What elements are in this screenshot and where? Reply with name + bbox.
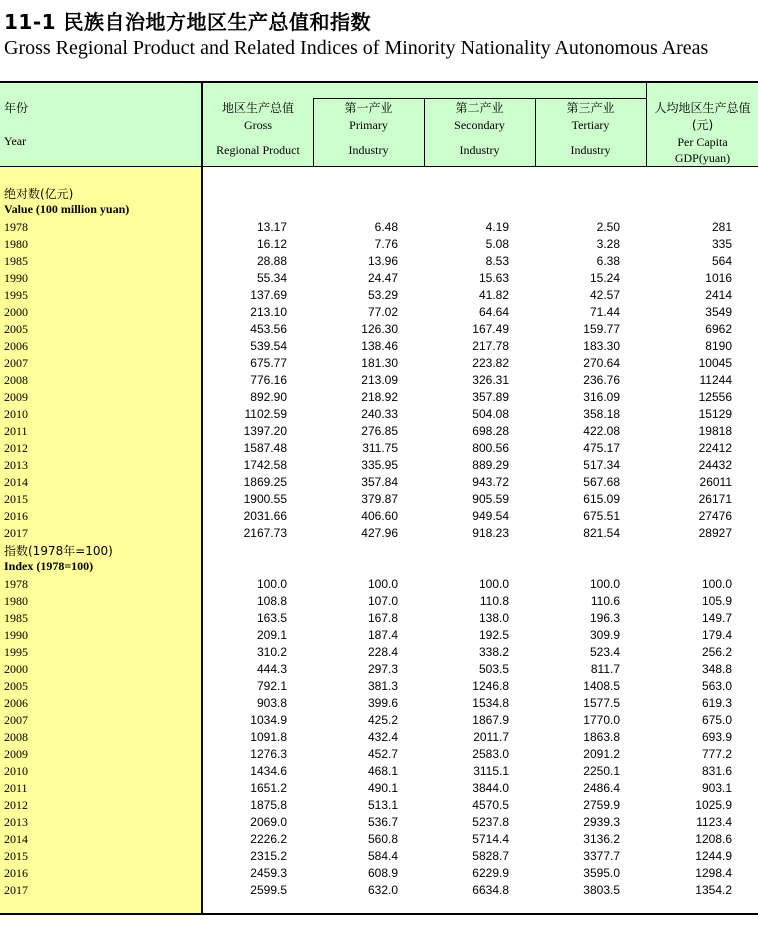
table-row: [0, 474, 758, 491]
per-capita-cell: 281: [711, 220, 732, 234]
per-capita-cell: 27476: [698, 509, 732, 523]
primary-cell: 406.60: [361, 509, 398, 523]
secondary-header-cn: 第二产业: [455, 101, 504, 115]
per-capita-cell: 348.8: [701, 662, 732, 676]
secondary-cell: 503.5: [478, 662, 509, 676]
percap-header-en-1: Per Capita: [677, 135, 728, 149]
per-capita-cell: 11244: [699, 373, 732, 387]
year-cell: 2006: [4, 339, 28, 353]
header-subgroup-rule: [313, 98, 647, 99]
table-row: [0, 270, 758, 287]
year-cell: 2013: [4, 458, 28, 472]
secondary-cell: 223.82: [472, 356, 509, 370]
primary-cell: 399.6: [367, 696, 398, 710]
year-cell: 2012: [4, 441, 28, 455]
year-cell: 2005: [4, 679, 28, 693]
tertiary-cell: 71.44: [589, 305, 620, 319]
gross-cell: 1102.59: [244, 407, 287, 421]
gross-cell: 792.1: [256, 679, 287, 693]
tertiary-header-cn: 第三产业: [566, 101, 615, 115]
table-row: [0, 423, 758, 440]
secondary-cell: 326.31: [472, 373, 509, 387]
year-cell: 2016: [4, 509, 28, 523]
per-capita-cell: 1244.9: [695, 849, 732, 863]
year-cell: 2000: [4, 305, 28, 319]
gross-cell: 213.10: [250, 305, 287, 319]
year-cell: 2008: [4, 373, 28, 387]
primary-cell: 107.0: [367, 594, 398, 608]
per-capita-cell: 1025.9: [695, 798, 732, 812]
year-cell: 2016: [4, 866, 28, 880]
per-capita-cell: 256.2: [701, 645, 732, 659]
tertiary-cell: 2.50: [596, 220, 620, 234]
gross-cell: 776.16: [250, 373, 287, 387]
table-row: [0, 491, 758, 508]
per-capita-cell: 19818: [698, 424, 732, 438]
secondary-cell: 192.5: [478, 628, 509, 642]
table-bottom-rule: [0, 913, 758, 915]
year-cell: 2013: [4, 815, 28, 829]
table-top-rule: [0, 81, 758, 83]
year-cell: 1995: [4, 288, 28, 302]
table-row: [0, 729, 758, 746]
year-cell: 2014: [4, 475, 28, 489]
secondary-cell: 889.29: [472, 458, 509, 472]
year-header-en: Year: [4, 134, 27, 148]
tertiary-header-en-1: Tertiary: [571, 118, 610, 132]
secondary-cell: 5237.8: [472, 815, 509, 829]
table-row: [0, 695, 758, 712]
gross-cell: 453.56: [250, 322, 287, 336]
secondary-cell: 5828.7: [472, 849, 509, 863]
table-row: [0, 508, 758, 525]
gross-cell: 1875.8: [250, 798, 287, 812]
secondary-cell: 3115.1: [473, 764, 509, 778]
table-row: [0, 389, 758, 406]
secondary-cell: 217.78: [472, 339, 509, 353]
per-capita-cell: 777.2: [701, 747, 732, 761]
per-capita-cell: 1208.6: [695, 832, 732, 846]
gross-cell: 1434.6: [250, 764, 287, 778]
tertiary-cell: 811.7: [590, 662, 620, 676]
table-row: [0, 661, 758, 678]
primary-cell: 100.0: [367, 577, 398, 591]
secondary-header-en-1: Secondary: [454, 118, 505, 132]
tertiary-cell: 1770.0: [583, 713, 620, 727]
gross-cell: 2459.3: [250, 866, 287, 880]
year-cell: 2008: [4, 730, 28, 744]
year-cell: 2017: [4, 883, 28, 897]
secondary-cell: 4570.5: [472, 798, 509, 812]
primary-cell: 560.8: [367, 832, 398, 846]
secondary-header-en-2: Industry: [459, 143, 500, 157]
secondary-cell: 4.19: [485, 220, 509, 234]
table-row: [0, 219, 758, 236]
table-row: [0, 304, 758, 321]
tertiary-cell: 6.38: [596, 254, 620, 268]
primary-cell: 218.92: [361, 390, 398, 404]
tertiary-cell: 615.09: [583, 492, 620, 506]
year-cell: 1978: [4, 220, 28, 234]
per-capita-cell: 26171: [698, 492, 732, 506]
table-title-english: Gross Regional Product and Related Indices of Minority Nationality Autonomous Areas: [4, 37, 709, 59]
tertiary-cell: 183.30: [583, 339, 620, 353]
gross-cell: 2069.0: [250, 815, 287, 829]
secondary-cell: 905.59: [472, 492, 509, 506]
gross-header-en-1: Gross: [243, 118, 272, 132]
per-capita-cell: 105.9: [701, 594, 732, 608]
gross-cell: 539.54: [250, 339, 287, 353]
table-row: [0, 746, 758, 763]
tertiary-cell: 1863.8: [583, 730, 620, 744]
gross-cell: 28.88: [256, 254, 287, 268]
per-capita-cell: 1016: [705, 271, 732, 285]
per-capita-cell: 3549: [705, 305, 732, 319]
tertiary-cell: 15.24: [589, 271, 620, 285]
table-row: [0, 644, 758, 661]
year-header-cell: [0, 83, 201, 167]
year-cell: 2015: [4, 849, 28, 863]
primary-cell: 126.30: [361, 322, 398, 336]
secondary-cell: 1246.8: [472, 679, 509, 693]
year-cell: 2007: [4, 713, 28, 727]
gross-cell: 1651.2: [250, 781, 287, 795]
secondary-cell: 64.64: [478, 305, 509, 319]
per-capita-cell: 149.7: [701, 611, 732, 625]
year-cell: 1995: [4, 645, 28, 659]
gross-cell: 2226.2: [250, 832, 287, 846]
year-cell: 1985: [4, 611, 28, 625]
secondary-cell: 100.0: [478, 577, 509, 591]
tertiary-cell: 2759.9: [583, 798, 620, 812]
gross-cell: 1869.25: [243, 475, 287, 489]
year-cell: 2011: [4, 781, 28, 795]
secondary-cell: 949.54: [472, 509, 509, 523]
gross-cell: 2599.5: [250, 883, 287, 897]
gross-cell: 13.17: [256, 220, 287, 234]
primary-cell: 490.1: [367, 781, 398, 795]
per-capita-cell: 15129: [698, 407, 732, 421]
year-cell: 2009: [4, 390, 28, 404]
table-row: [0, 593, 758, 610]
per-capita-cell: 903.1: [701, 781, 732, 795]
percap-header-cn-1: 人均地区生产总值: [654, 101, 751, 115]
value-section-label-cn: 绝对数(亿元): [4, 187, 74, 201]
primary-cell: 297.3: [367, 662, 398, 676]
table-row: [0, 406, 758, 423]
primary-cell: 335.95: [361, 458, 398, 472]
year-cell: 2006: [4, 696, 28, 710]
primary-cell: 6.48: [374, 220, 398, 234]
primary-cell: 138.46: [361, 339, 398, 353]
primary-cell: 7.76: [374, 237, 398, 251]
primary-cell: 432.4: [367, 730, 398, 744]
secondary-cell: 3844.0: [472, 781, 509, 795]
year-cell: 1985: [4, 254, 28, 268]
per-capita-cell: 1354.2: [695, 883, 732, 897]
year-cell: 2012: [4, 798, 28, 812]
secondary-cell: 15.63: [478, 271, 509, 285]
secondary-cell: 357.89: [472, 390, 509, 404]
gross-cell: 209.1: [256, 628, 287, 642]
tertiary-cell: 316.09: [583, 390, 620, 404]
secondary-cell: 138.0: [478, 611, 509, 625]
gross-cell: 1742.58: [243, 458, 287, 472]
primary-cell: 425.2: [367, 713, 398, 727]
header-bottom-rule: [0, 166, 758, 167]
year-cell: 2014: [4, 832, 28, 846]
year-cell: 2015: [4, 492, 28, 506]
table-row: [0, 253, 758, 270]
gross-cell: 2315.2: [250, 849, 287, 863]
table-row: [0, 627, 758, 644]
primary-cell: 53.29: [367, 288, 398, 302]
per-capita-cell: 179.4: [701, 628, 732, 642]
primary-cell: 181.30: [361, 356, 398, 370]
tertiary-cell: 3595.0: [583, 866, 620, 880]
per-capita-cell: 563.0: [701, 679, 732, 693]
secondary-cell: 6229.9: [472, 866, 509, 880]
secondary-cell: 698.28: [472, 424, 509, 438]
per-capita-cell: 1123.4: [696, 815, 732, 829]
per-capita-cell: 100.0: [701, 577, 732, 591]
primary-cell: 187.4: [367, 628, 398, 642]
tertiary-cell: 3803.5: [583, 883, 620, 897]
secondary-cell: 1534.8: [472, 696, 509, 710]
year-cell: 1978: [4, 577, 28, 591]
tertiary-cell: 475.17: [583, 441, 620, 455]
table-row: [0, 848, 758, 865]
secondary-cell: 8.53: [485, 254, 509, 268]
tertiary-cell: 2250.1: [583, 764, 620, 778]
table-row: [0, 797, 758, 814]
primary-cell: 357.84: [361, 475, 398, 489]
table-row: [0, 712, 758, 729]
gross-cell: 2031.66: [243, 509, 287, 523]
gross-cell: 100.0: [256, 577, 287, 591]
year-cell: 2017: [4, 526, 28, 540]
gross-cell: 2167.73: [243, 526, 287, 540]
year-cell: 1990: [4, 628, 28, 642]
primary-cell: 13.96: [367, 254, 398, 268]
secondary-cell: 338.2: [478, 645, 509, 659]
table-row: [0, 882, 758, 899]
tertiary-header-en-2: Industry: [570, 143, 611, 157]
primary-cell: 536.7: [367, 815, 398, 829]
year-cell: 2011: [4, 424, 28, 438]
primary-cell: 632.0: [367, 883, 398, 897]
secondary-cell: 918.23: [472, 526, 509, 540]
gross-cell: 1397.20: [243, 424, 287, 438]
table-row: [0, 763, 758, 780]
per-capita-cell: 1298.4: [695, 866, 732, 880]
gross-cell: 892.90: [250, 390, 287, 404]
primary-cell: 276.85: [361, 424, 398, 438]
index-section-label-cn: 指数(1978年=100): [4, 544, 113, 558]
tertiary-cell: 1408.5: [583, 679, 620, 693]
secondary-cell: 2583.0: [472, 747, 509, 761]
gross-cell: 310.2: [256, 645, 287, 659]
table-row: [0, 440, 758, 457]
gross-cell: 903.8: [256, 696, 287, 710]
tertiary-cell: 2091.2: [583, 747, 620, 761]
tertiary-cell: 100.0: [589, 577, 620, 591]
tertiary-cell: 358.18: [583, 407, 620, 421]
tertiary-cell: 517.34: [583, 458, 620, 472]
tertiary-cell: 196.3: [589, 611, 620, 625]
tertiary-cell: 270.64: [583, 356, 620, 370]
primary-header-cn: 第一产业: [344, 101, 393, 115]
primary-cell: 24.47: [367, 271, 398, 285]
primary-cell: 584.4: [367, 849, 398, 863]
percap-header-en-2: GDP(yuan): [674, 151, 731, 165]
per-capita-cell: 22412: [698, 441, 732, 455]
per-capita-cell: 12556: [698, 390, 732, 404]
table-row: [0, 831, 758, 848]
primary-header-en-2: Industry: [348, 143, 389, 157]
per-capita-cell: 831.6: [701, 764, 732, 778]
gross-cell: 1091.8: [250, 730, 287, 744]
tertiary-cell: 42.57: [589, 288, 620, 302]
secondary-cell: 5714.4: [472, 832, 509, 846]
table-row: [0, 525, 758, 542]
primary-cell: 468.1: [367, 764, 398, 778]
gross-cell: 1276.3: [250, 747, 287, 761]
primary-cell: 381.3: [367, 679, 398, 693]
tertiary-cell: 236.76: [583, 373, 620, 387]
per-capita-cell: 2414: [705, 288, 732, 302]
primary-cell: 452.7: [367, 747, 398, 761]
gross-cell: 55.34: [256, 271, 287, 285]
gross-cell: 444.3: [256, 662, 287, 676]
table-row: [0, 457, 758, 474]
table-row: [0, 355, 758, 372]
table-row: [0, 236, 758, 253]
tertiary-cell: 675.51: [583, 509, 620, 523]
per-capita-cell: 24432: [698, 458, 732, 472]
per-capita-cell: 619.3: [701, 696, 732, 710]
table-row: [0, 338, 758, 355]
percap-header-cn-2: (元): [691, 118, 714, 132]
gross-cell: 163.5: [256, 611, 287, 625]
tertiary-cell: 422.08: [583, 424, 620, 438]
gross-header-cn: 地区生产总值: [221, 101, 294, 115]
value-section-label-en: Value (100 million yuan): [4, 202, 130, 216]
tertiary-cell: 3377.7: [583, 849, 620, 863]
gross-cell: 137.69: [250, 288, 287, 302]
tertiary-cell: 821.54: [583, 526, 620, 540]
year-cell: 2010: [4, 407, 28, 421]
gross-cell: 1034.9: [250, 713, 287, 727]
primary-cell: 167.8: [367, 611, 398, 625]
per-capita-cell: 8190: [705, 339, 732, 353]
gross-cell: 1587.48: [243, 441, 287, 455]
table-row: [0, 814, 758, 831]
gross-cell: 108.8: [256, 594, 287, 608]
secondary-cell: 110.8: [479, 594, 509, 608]
secondary-cell: 167.49: [472, 322, 509, 336]
gross-cell: 675.77: [250, 356, 287, 370]
index-section-label-en: Index (1978=100): [4, 559, 94, 573]
secondary-cell: 2011.7: [473, 730, 509, 744]
year-cell: 1980: [4, 594, 28, 608]
year-cell: 1990: [4, 271, 28, 285]
per-capita-cell: 335: [711, 237, 732, 251]
tertiary-cell: 2486.4: [583, 781, 620, 795]
tertiary-cell: 3.28: [596, 237, 620, 251]
table-row: [0, 321, 758, 338]
year-cell: 2009: [4, 747, 28, 761]
year-cell: 2010: [4, 764, 28, 778]
table-row: [0, 576, 758, 593]
per-capita-cell: 26011: [699, 475, 732, 489]
year-cell: 2000: [4, 662, 28, 676]
primary-cell: 608.9: [367, 866, 398, 880]
tertiary-cell: 3136.2: [583, 832, 620, 846]
year-cell: 2007: [4, 356, 28, 370]
tertiary-cell: 567.68: [583, 475, 620, 489]
primary-cell: 213.09: [361, 373, 398, 387]
primary-cell: 427.96: [361, 526, 398, 540]
primary-cell: 311.75: [362, 441, 398, 455]
table-row: [0, 372, 758, 389]
per-capita-cell: 28927: [698, 526, 732, 540]
secondary-cell: 800.56: [472, 441, 509, 455]
secondary-cell: 41.82: [478, 288, 509, 302]
primary-cell: 77.02: [367, 305, 398, 319]
table-row: [0, 780, 758, 797]
tertiary-cell: 1577.5: [583, 696, 620, 710]
tertiary-cell: 159.77: [583, 322, 620, 336]
year-cell: 2005: [4, 322, 28, 336]
secondary-cell: 5.08: [485, 237, 509, 251]
per-capita-cell: 693.9: [701, 730, 732, 744]
table-row: [0, 287, 758, 304]
tertiary-cell: 309.9: [589, 628, 620, 642]
per-capita-cell: 564: [711, 254, 732, 268]
per-capita-cell: 675.0: [701, 713, 732, 727]
table-row: [0, 678, 758, 695]
table-row: [0, 610, 758, 627]
per-capita-cell: 6962: [705, 322, 732, 336]
tertiary-cell: 523.4: [589, 645, 620, 659]
secondary-cell: 1867.9: [472, 713, 509, 727]
secondary-cell: 943.72: [472, 475, 509, 489]
table-row: [0, 865, 758, 882]
per-capita-cell: 10045: [698, 356, 732, 370]
primary-header-en-1: Primary: [349, 118, 388, 132]
gross-cell: 16.12: [256, 237, 287, 251]
primary-cell: 228.4: [367, 645, 398, 659]
tertiary-cell: 110.6: [590, 594, 620, 608]
gross-cell: 1900.55: [243, 492, 287, 506]
gross-header-en-2: Regional Product: [216, 143, 300, 157]
primary-cell: 513.1: [367, 798, 398, 812]
secondary-cell: 504.08: [472, 407, 509, 421]
tertiary-cell: 2939.3: [583, 815, 620, 829]
table-title-chinese: 11-1 民族自治地方地区生产总值和指数: [4, 10, 372, 34]
secondary-cell: 6634.8: [472, 883, 509, 897]
year-header-cn: 年份: [4, 101, 29, 115]
year-cell: 1980: [4, 237, 28, 251]
primary-cell: 240.33: [361, 407, 398, 421]
primary-cell: 379.87: [361, 492, 398, 506]
